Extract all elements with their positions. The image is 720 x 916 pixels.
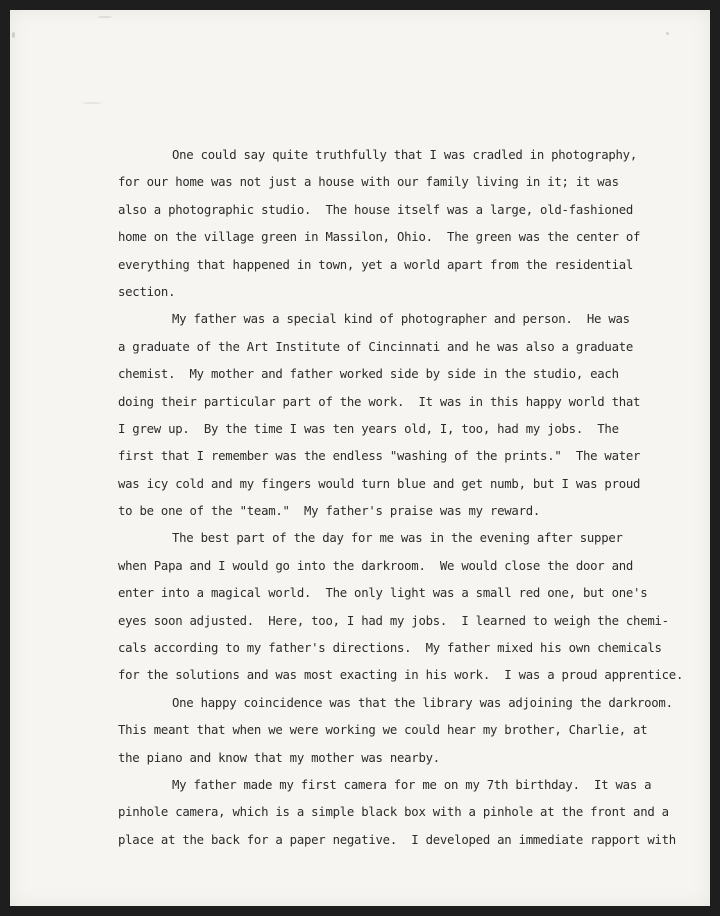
paragraph <box>118 525 684 689</box>
paragraph-line: eyes soon adjusted. Here, too, I had my jobs. I learned to weigh the chemi- <box>118 613 669 628</box>
paragraph-line: also a photographic studio. The house itself was a large, old-fashioned <box>118 202 634 217</box>
paper-speck <box>98 16 112 18</box>
paragraph-line: to be one of the "team." My father's praise was my reward. <box>118 504 541 519</box>
paragraph-first-line: My father was a special kind of photographer and person. He was <box>172 312 630 327</box>
typewritten-text <box>118 142 684 854</box>
paragraph-line: home on the village green in Massilon, Ohio. The green was the center of <box>118 230 641 245</box>
paragraph-line: doing their particular part of the work. It was in this happy world that <box>118 394 641 409</box>
paragraph <box>118 690 678 772</box>
paragraph <box>118 142 678 306</box>
paragraph <box>118 306 678 525</box>
paragraph-first-line: One happy coincidence was that the library was adjoining the darkroom. <box>172 695 673 710</box>
paragraph-line: place at the back for a paper negative. I developed an immediate rapport with <box>118 832 676 847</box>
paragraph-line: was icy cold and my fingers would turn blue and get numb, but I was proud <box>118 476 641 491</box>
paragraph-line: I grew up. By the time I was ten years old, I, too, had my jobs. The <box>118 421 619 436</box>
paragraph-line: enter into a magical world. The only light was a small red one, but one's <box>118 586 648 601</box>
paragraph <box>118 772 678 854</box>
paragraph-line: cals according to my father's directions. My father mixed his own chemicals <box>118 641 662 656</box>
paragraph-line: first that I remember was the endless "washing of the prints." The water <box>118 449 641 464</box>
paragraph-line: chemist. My mother and father worked side by side in the studio, each <box>118 367 619 382</box>
paragraph-line: This meant that when we were working we could hear my brother, Charlie, at <box>118 723 648 738</box>
paragraph-line: pinhole camera, which is a simple black box with a pinhole at the front and a <box>118 805 669 820</box>
document-page <box>10 10 710 906</box>
paragraph-first-line: One could say quite truthfully that I was cradled in photography, <box>172 148 637 162</box>
paper-speck <box>12 32 15 38</box>
paragraph-line: a graduate of the Art Institute of Cincinnati and he was also a graduate <box>118 339 634 354</box>
paragraph-line: everything that happened in town, yet a world apart from the residential <box>118 257 634 272</box>
paragraph-line: when Papa and I would go into the darkroom. We would close the door and <box>118 558 634 573</box>
paper-speck <box>666 32 669 35</box>
paragraph-line: for the solutions and was most exacting in his work. I was a proud apprentice. <box>118 668 684 683</box>
paragraph-first-line: My father made my first camera for me on my 7th birthday. It was a <box>172 777 652 792</box>
paper-speck <box>82 102 102 104</box>
paragraph-first-line: The best part of the day for me was in the evening after supper <box>172 531 623 546</box>
paragraph-line: for our home was not just a house with our family living in it; it was <box>118 175 619 190</box>
paragraph-line: section. <box>118 284 176 299</box>
paragraph-line: the piano and know that my mother was nearby. <box>118 750 440 765</box>
